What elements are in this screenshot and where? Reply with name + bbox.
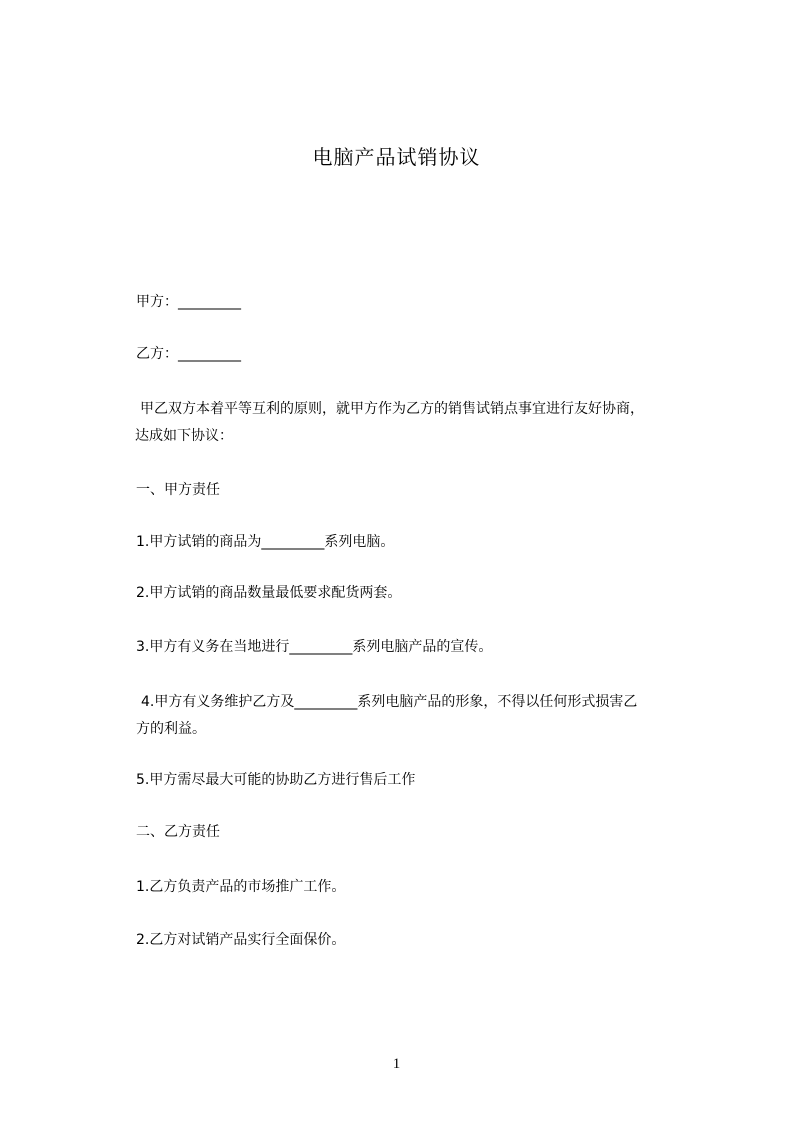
section-1-item-1: 1.甲方试销的商品为_________系列电脑。 xyxy=(136,534,395,550)
party-a-line: 甲方：_________ xyxy=(136,294,241,310)
section-1-item-4 xyxy=(136,689,716,743)
section-1-item-4-line-1: 4.甲方有义务维护乙方及_________系列电脑产品的形象，不得以任何形式损害乙 xyxy=(141,694,638,710)
party-b-line: 乙方：_________ xyxy=(136,346,241,362)
section-1-heading: 一、甲方责任 xyxy=(136,482,220,498)
intro-line-1: 甲乙双方本着平等互利的原则，就甲方作为乙方的销售试销点事宜进行友好协商， xyxy=(140,401,644,417)
section-2-heading: 二、乙方责任 xyxy=(136,824,220,840)
document-title: 电脑产品试销协议 xyxy=(312,145,481,169)
section-2-item-2: 2.乙方对试销产品实行全面保价。 xyxy=(136,932,346,948)
section-1-item-2: 2.甲方试销的商品数量最低要求配货两套。 xyxy=(136,585,402,601)
section-1-item-4-line-2: 方的利益。 xyxy=(136,721,206,737)
section-2-item-1: 1.乙方负责产品的市场推广工作。 xyxy=(136,879,346,895)
intro-line-2: 达成如下协议： xyxy=(135,428,233,444)
intro-paragraph xyxy=(136,396,716,450)
page-number: 1 xyxy=(392,1056,401,1072)
section-1-item-5: 5.甲方需尽最大可能的协助乙方进行售后工作 xyxy=(136,772,416,788)
section-1-item-3: 3.甲方有义务在当地进行_________系列电脑产品的宣传。 xyxy=(136,639,493,655)
